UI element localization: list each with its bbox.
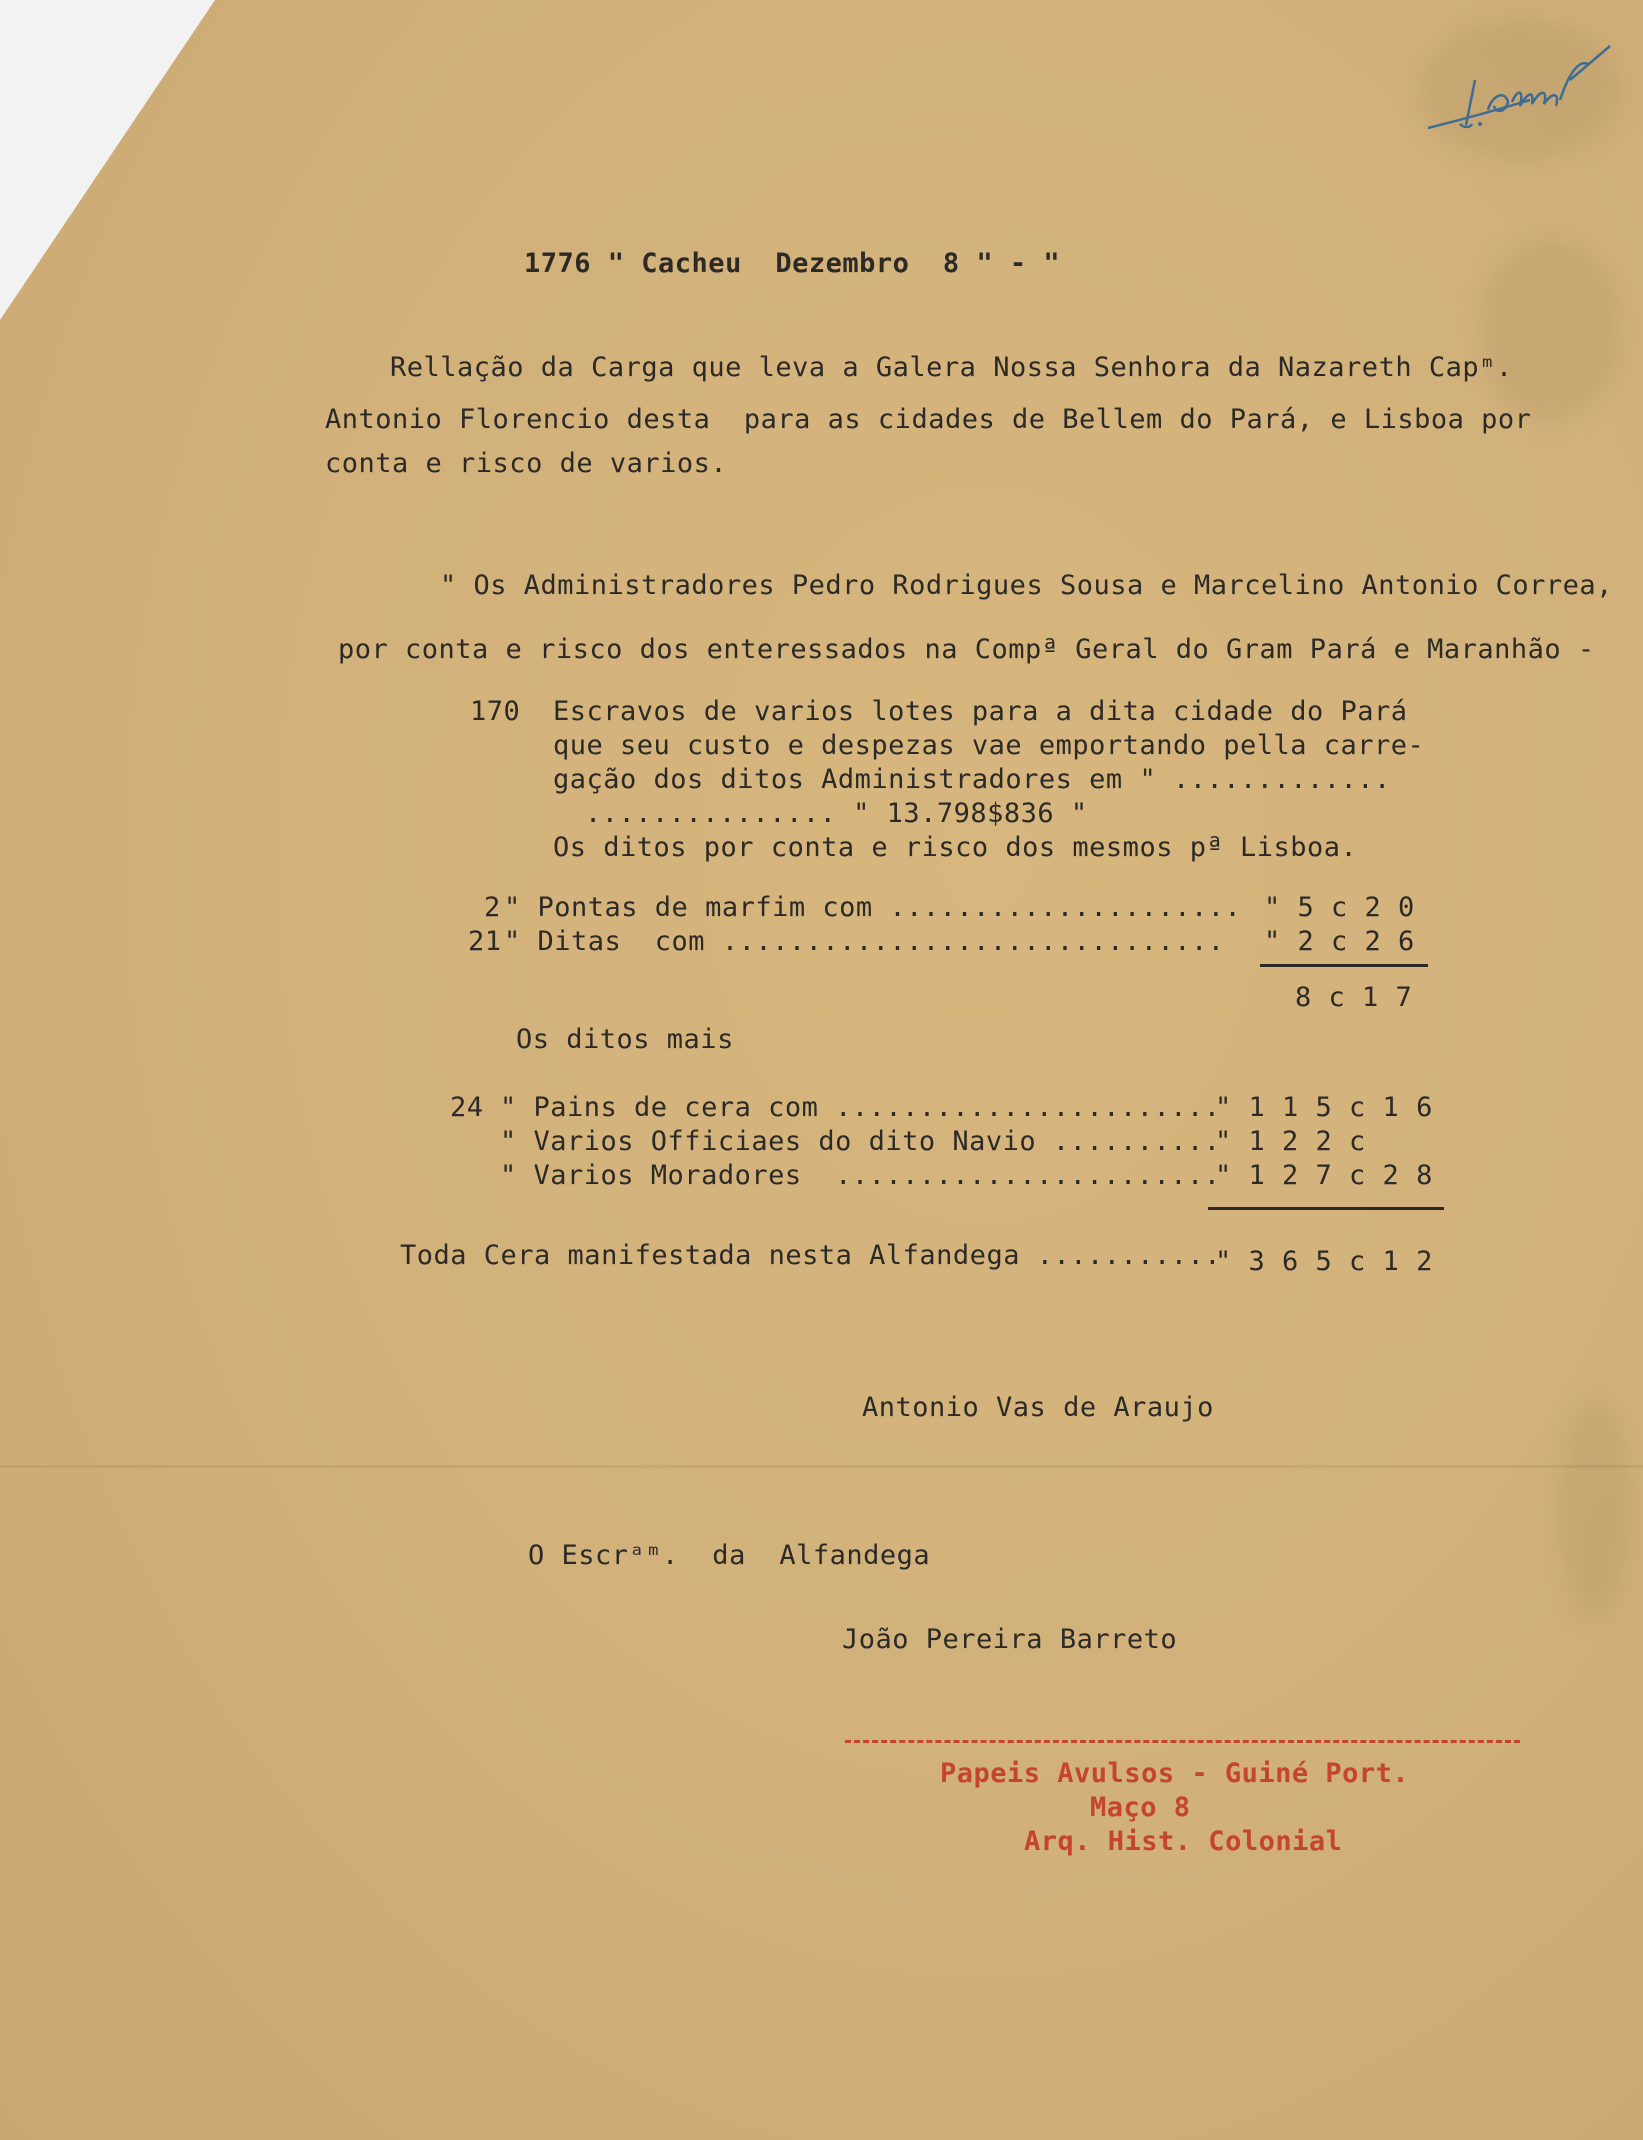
- slaves-quantity: 170: [470, 696, 521, 727]
- slaves-line-3: gação dos ditos Administradores em " .............: [553, 764, 1391, 795]
- stain: [1480, 240, 1620, 420]
- document-heading: 1776 " Cacheu Dezembro 8 " - ": [524, 248, 1061, 279]
- archive-stamp-line-3: Arq. Hist. Colonial: [1024, 1826, 1343, 1857]
- ivory-row-text: " Pontas de marfim com .....................: [504, 892, 1242, 923]
- wax-sum-rule: [1208, 1207, 1444, 1210]
- wax-row-value: " 1 2 2 c: [1215, 1126, 1366, 1157]
- wax-total-value: " 3 6 5 c 1 2: [1215, 1246, 1433, 1277]
- signature-customs-officer: Antonio Vas de Araujo: [862, 1392, 1214, 1423]
- archive-stamp-line-1: Papeis Avulsos - Guiné Port.: [940, 1758, 1410, 1789]
- ivory-row-qty: 2: [484, 892, 501, 923]
- clerk-title: O Escrᵃᵐ. da Alfandega: [528, 1540, 931, 1571]
- slaves-line-4: ............... " 13.798$836 ": [585, 798, 1088, 829]
- slaves-line-5: Os ditos por conta e risco dos mesmos pª Lisboa.: [553, 832, 1358, 863]
- ivory-row-text: " Ditas com ..............................: [504, 926, 1225, 957]
- archive-stamp-line-2: Maço 8: [1090, 1792, 1191, 1823]
- slaves-line-1: Escravos de varios lotes para a dita cidade do Pará: [553, 696, 1408, 727]
- wax-row-text: " Varios Moradores .......................: [500, 1160, 1221, 1191]
- wax-row-qty: 24: [450, 1092, 484, 1123]
- signature-clerk: João Pereira Barreto: [842, 1624, 1178, 1655]
- wax-row-value: " 1 1 5 c 1 6: [1215, 1092, 1433, 1123]
- stain: [1560, 1400, 1630, 1620]
- wax-row-value: " 1 2 7 c 2 8: [1215, 1160, 1433, 1191]
- ivory-row-value: " 5 c 2 0: [1264, 892, 1415, 923]
- ivory-sum-rule: [1260, 964, 1428, 967]
- intro-line-2: Antonio Florencio desta para as cidades de Bellem do Pará, e Lisboa por: [325, 404, 1532, 435]
- archive-dashed-rule: [845, 1740, 1520, 1743]
- wax-row-text: " Pains de cera com .......................: [500, 1092, 1221, 1123]
- administrators-line-1: " Os Administradores Pedro Rodrigues Sousa e Marcelino Antonio Correa,: [440, 570, 1613, 601]
- slaves-line-2: que seu custo e despezas vae emportando pella carre-: [553, 730, 1425, 761]
- handwritten-annotation: [1420, 40, 1620, 144]
- ivory-row-value: " 2 c 2 6: [1264, 926, 1415, 957]
- ivory-total: 8 c 1 7: [1295, 982, 1413, 1013]
- wax-total-label: Toda Cera manifestada nesta Alfandega ...........: [400, 1240, 1222, 1271]
- administrators-line-2: por conta e risco dos enteressados na Compª Geral do Gram Pará e Maranhão -: [338, 634, 1595, 665]
- intro-line-3: conta e risco de varios.: [325, 448, 728, 479]
- wax-row-text: " Varios Officiaes do dito Navio ..........: [500, 1126, 1221, 1157]
- annotation-signature-icon: [1420, 40, 1620, 140]
- fold-line: [0, 1465, 1643, 1468]
- ivory-row-qty: 21: [468, 926, 502, 957]
- intro-line-1: Rellação da Carga que leva a Galera Nossa Senhora da Nazareth Capᵐ.: [390, 352, 1513, 383]
- wax-header: Os ditos mais: [516, 1024, 734, 1055]
